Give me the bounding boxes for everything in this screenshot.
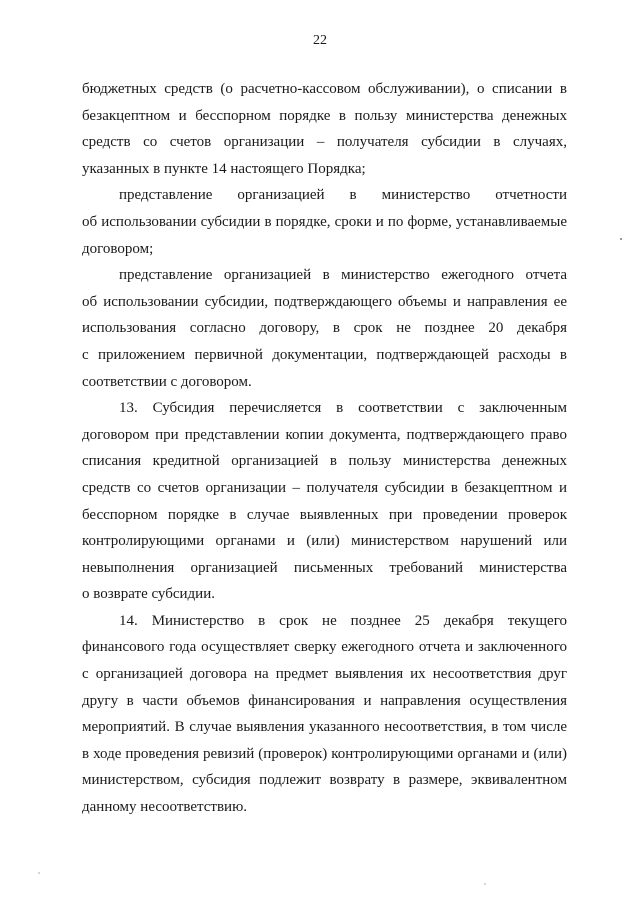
text-line: другу в части объемов финансирования и направления осуществления xyxy=(82,692,567,709)
text-line: средств со счетов организации – получателя субсидии в безакцептном и xyxy=(82,479,567,496)
paragraph xyxy=(82,262,567,395)
text-line: бесспорном порядке в случае выявленных при проведении проверок xyxy=(82,506,567,523)
text-line: безакцептном и бесспорном порядке в пользу министерства денежных xyxy=(82,107,567,124)
text-line: 13. Субсидия перечисляется в соответствии с заключенным xyxy=(119,400,567,417)
text-line: 14. Министерство в срок не позднее 25 декабря текущего xyxy=(119,612,567,629)
text-line: об использовании субсидии, подтверждающего объемы и направления ее xyxy=(82,293,567,310)
paragraph-item-14 xyxy=(82,608,567,821)
document-body xyxy=(82,76,567,821)
paragraph-item-13 xyxy=(82,395,567,608)
text-line: о возврате субсидии. xyxy=(82,586,215,603)
paragraph xyxy=(82,76,567,182)
text-line: мероприятий. В случае выявления указанного несоответствия, в том числе xyxy=(82,719,567,736)
text-line: невыполнения организацией письменных требований министерства xyxy=(82,559,567,576)
text-line: договором при представлении копии документа, подтверждающего право xyxy=(82,426,567,443)
text-line: министерством, субсидия подлежит возврату в размере, эквивалентном xyxy=(82,772,567,789)
text-line: бюджетных средств (о расчетно-кассовом обслуживании), о списании в xyxy=(82,81,567,97)
text-line: контролирующими органами и (или) министерством нарушений или xyxy=(82,533,567,550)
text-line: указанных в пункте 14 настоящего Порядка; xyxy=(82,160,366,177)
text-line: финансового года осуществляет сверку ежегодного отчета и заключенного xyxy=(82,639,567,656)
scan-speck xyxy=(484,883,486,885)
scan-speck xyxy=(620,238,622,240)
text-line: об использовании субсидии в порядке, сроки и по форме, устанавливаемые xyxy=(82,213,567,230)
text-line: с приложением первичной документации, подтверждающей расходы в xyxy=(82,346,567,363)
text-line: использования согласно договору, в срок не позднее 20 декабря xyxy=(82,320,567,337)
text-line: договором; xyxy=(82,240,154,257)
text-line: представление организацией в министерство ежегодного отчета xyxy=(119,267,567,284)
text-line: с организацией договора на предмет выявления их несоответствия друг xyxy=(82,666,567,683)
text-line: списания кредитной организацией в пользу министерства денежных xyxy=(82,453,567,470)
text-line: средств со счетов организации – получателя субсидии в случаях, xyxy=(82,134,567,151)
text-line: в ходе проведения ревизий (проверок) контролирующими органами и (или) xyxy=(82,745,567,762)
page-number: 22 xyxy=(313,33,327,48)
text-line: представление организацией в министерство отчетности xyxy=(119,187,567,204)
scan-speck xyxy=(38,872,40,874)
text-line: данному несоответствию. xyxy=(82,799,248,816)
text-line: соответствии с договором. xyxy=(82,373,252,390)
paragraph xyxy=(82,182,567,262)
